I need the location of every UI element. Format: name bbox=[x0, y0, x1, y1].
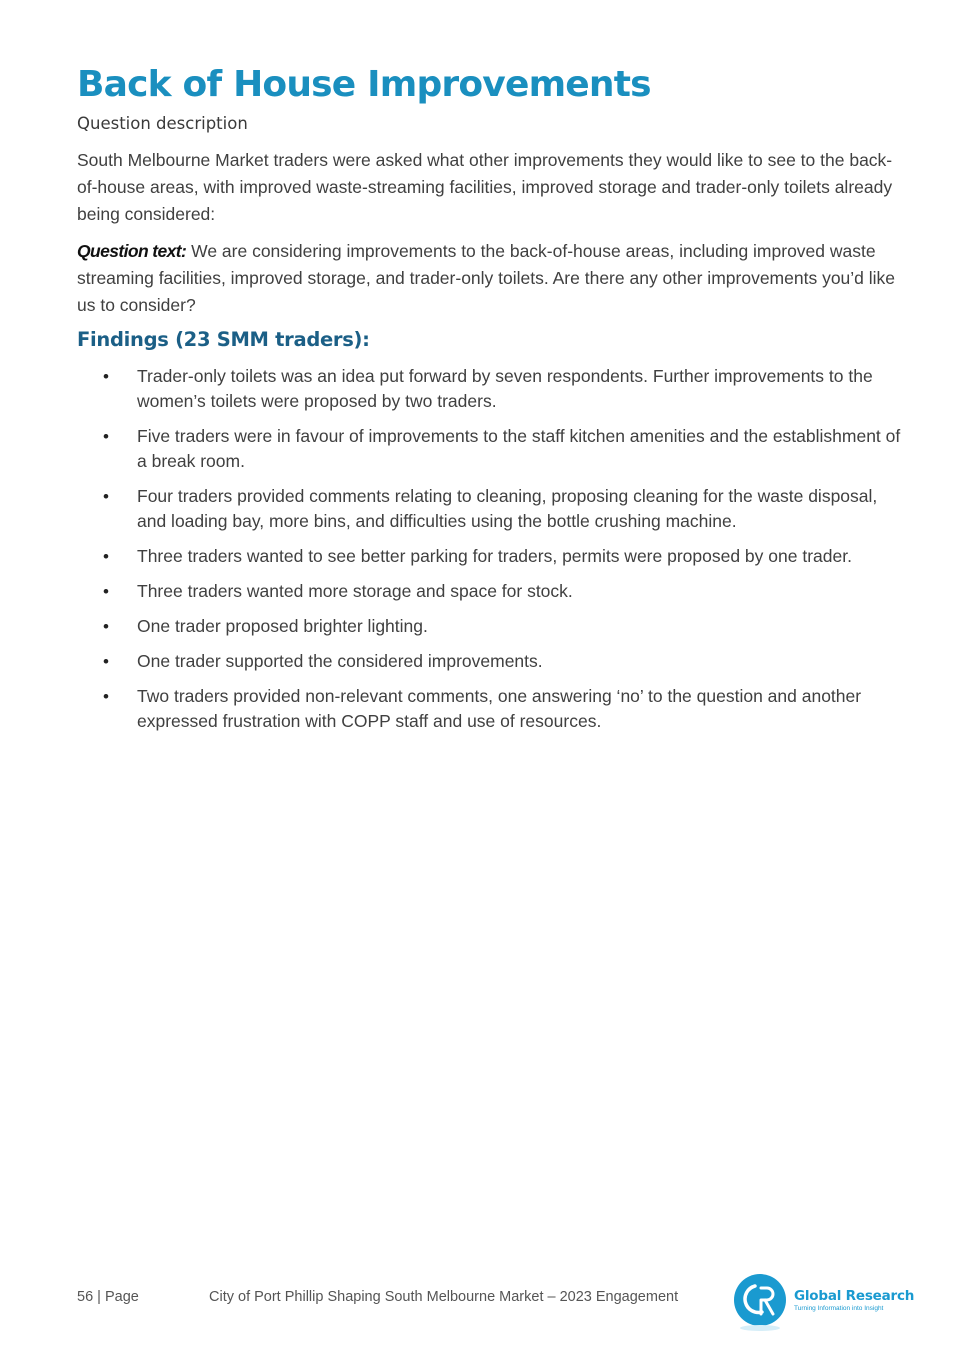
finding-text: One trader supported the considered improvements. bbox=[137, 651, 543, 671]
list-item bbox=[103, 364, 903, 414]
list-item bbox=[103, 484, 903, 534]
finding-text: Trader-only toilets was an idea put forward by seven respondents. Further improvements to the women’s toilets were proposed by two traders. bbox=[137, 366, 873, 411]
bullet-icon: • bbox=[103, 427, 109, 446]
finding-text: Three traders wanted to see better parking for traders, permits were proposed by one trader. bbox=[137, 546, 852, 566]
finding-text: One trader proposed brighter lighting. bbox=[137, 616, 428, 636]
global-research-logo bbox=[731, 1272, 915, 1332]
list-item bbox=[103, 649, 903, 674]
bullet-icon: • bbox=[103, 687, 109, 706]
question-description: South Melbourne Market traders were asked what other improvements they would like to see to the back-of-house areas, with improved waste-streaming facilities, improved storage and trader-only toilets already being considered: bbox=[77, 150, 893, 224]
question-text-paragraph bbox=[77, 238, 907, 319]
question-text-body: We are considering improvements to the back-of-house areas, including improved waste streaming facilities, improved storage, and trader-only toilets. Are there any other improvements you’d like us to consider? bbox=[77, 241, 896, 315]
finding-text: Five traders were in favour of improvements to the staff kitchen amenities and the establishment of a break room. bbox=[137, 426, 901, 471]
list-item bbox=[103, 544, 903, 569]
bullet-icon: • bbox=[103, 487, 109, 506]
gr-logo-icon bbox=[731, 1272, 789, 1332]
finding-text: Four traders provided comments relating to cleaning, proposing cleaning for the waste disposal, and loading bay, more bins, and difficulties using the bottle crushing machine. bbox=[137, 486, 878, 531]
page-title: Back of House Improvements bbox=[77, 64, 651, 105]
bullet-icon: • bbox=[103, 617, 109, 636]
section-label: Question description bbox=[77, 114, 248, 133]
bullet-icon: • bbox=[103, 367, 109, 386]
bullet-icon: • bbox=[103, 547, 109, 566]
question-text-label: Question text: bbox=[77, 241, 187, 261]
finding-text: Three traders wanted more storage and space for stock. bbox=[137, 581, 573, 601]
list-item bbox=[103, 684, 903, 734]
logo-tagline: Turning Information into Insight bbox=[794, 1305, 884, 1312]
list-item bbox=[103, 579, 903, 604]
list-item bbox=[103, 424, 903, 474]
logo-name: Global Research bbox=[794, 1288, 915, 1304]
footer-document-title: City of Port Phillip Shaping South Melbourne Market – 2023 Engagement bbox=[209, 1289, 679, 1305]
findings-list bbox=[103, 364, 903, 744]
bullet-icon: • bbox=[103, 652, 109, 671]
findings-heading: Findings (23 SMM traders): bbox=[77, 328, 370, 351]
bullet-icon: • bbox=[103, 582, 109, 601]
footer-page-number: 56 | Page bbox=[77, 1289, 139, 1305]
list-item bbox=[103, 614, 903, 639]
finding-text: Two traders provided non-relevant comments, one answering ‘no’ to the question and another expressed frustration with COPP staff and use of resources. bbox=[137, 686, 862, 731]
